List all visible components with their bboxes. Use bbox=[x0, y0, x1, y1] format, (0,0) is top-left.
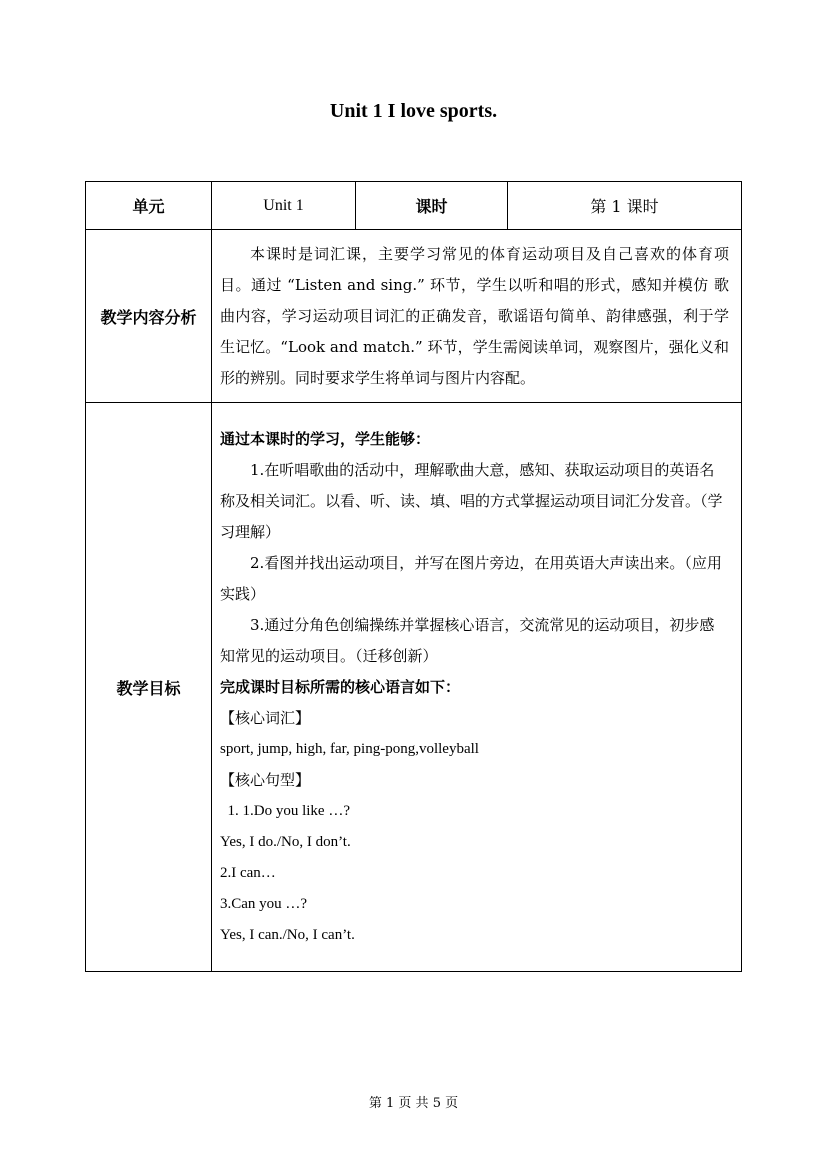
lesson-value: 第 1 课时 bbox=[508, 182, 742, 230]
sentence-pattern: Yes, I do./No, I don’t. bbox=[220, 833, 351, 850]
sentence-pattern: Yes, I can./No, I can’t. bbox=[220, 926, 355, 943]
goals-content bbox=[212, 403, 742, 972]
analysis-content bbox=[212, 230, 742, 403]
analysis-row bbox=[86, 230, 742, 403]
analysis-text: 本课时是词汇课，主要学习常见的体育运动项目及自己喜欢的体育项目。通过 “Listen and sing.” 环节，学生以听和唱的形式，感知并模仿 歌曲内容，学习运动项目词汇的正确发音，歌谣语句简单、韵律感强，利于学生记忆。“Look and match.” 环节，学生需阅读单词，观察图片，强化义和形的辨别。同时要求学生将单词与图片内容配。 bbox=[220, 244, 729, 387]
goal-item: 2.看图并找出运动项目，并写在图片旁边，在用英语大声读出来。（应用实践） bbox=[220, 553, 722, 603]
core-language-intro: 完成课时目标所需的核心语言如下： bbox=[220, 677, 461, 696]
header-row bbox=[86, 182, 742, 230]
lesson-plan-table bbox=[85, 181, 742, 972]
unit-value: Unit 1 bbox=[212, 182, 356, 230]
document-title: Unit 1 I love sports. bbox=[329, 100, 498, 122]
goals-intro: 通过本课时的学习，学生能够： bbox=[220, 429, 431, 448]
vocab-heading: 【核心词汇】 bbox=[220, 708, 311, 727]
sentence-pattern: 1. 1.Do you like …? bbox=[220, 802, 350, 819]
goal-item: 3.通过分角色创编操练并掌握核心语言，交流常见的运动项目，初步感知常见的运动项目。（迁移创新） bbox=[220, 615, 715, 665]
goal-item: 1.在听唱歌曲的活动中，理解歌曲大意，感知、获取运动项目的英语名称及相关词汇。以看、听、读、填、唱的方式掌握运动项目词汇分发音。（学习理解） bbox=[220, 460, 723, 541]
vocab-list: sport, jump, high, far, ping-pong,volleyball bbox=[220, 740, 479, 757]
sentence-pattern: 2.I can… bbox=[220, 864, 276, 881]
goals-row bbox=[86, 403, 742, 972]
lesson-label: 课时 bbox=[356, 182, 508, 230]
analysis-label: 教学内容分析 bbox=[86, 230, 212, 403]
sentence-pattern: 3.Can you …? bbox=[220, 895, 308, 912]
page-footer: 第 1 页 共 5 页 bbox=[368, 1096, 459, 1111]
unit-label: 单元 bbox=[86, 182, 212, 230]
sentence-heading: 【核心句型】 bbox=[220, 770, 311, 789]
goals-label: 教学目标 bbox=[86, 403, 212, 972]
